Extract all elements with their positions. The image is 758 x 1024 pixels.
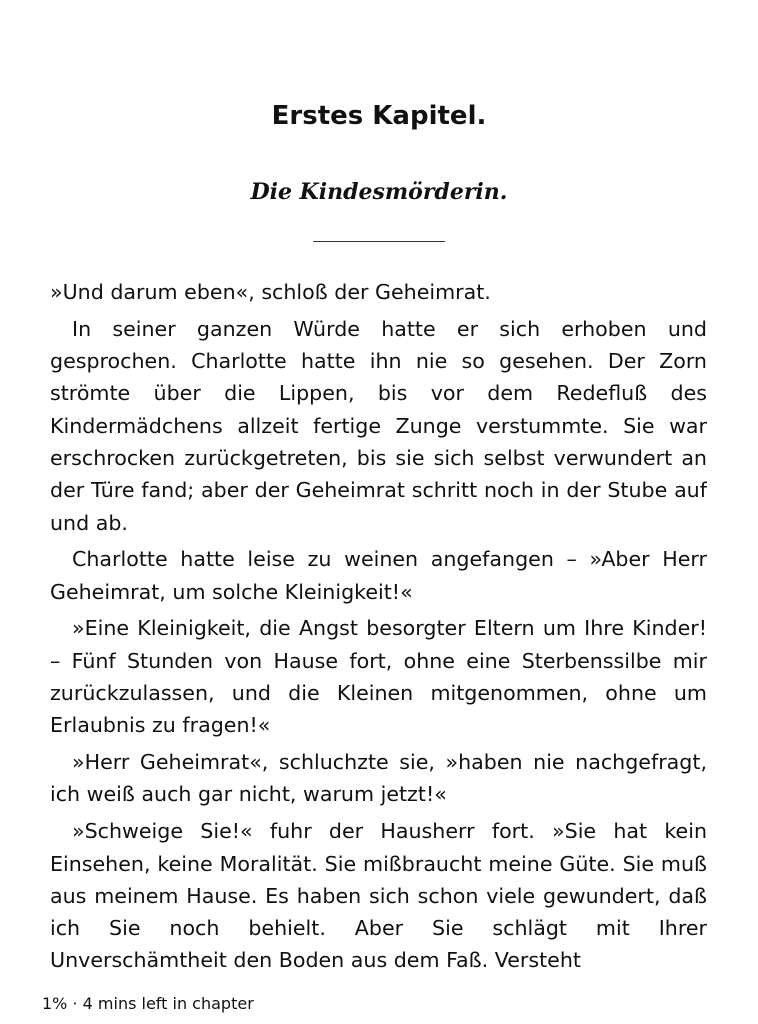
chapter-title: Erstes Kapitel. [271,101,487,131]
reading-progress[interactable]: 1% · 4 mins left in chapter [42,994,254,1013]
chapter-subtitle: Die Kindesmörderin. [250,179,508,205]
section-divider [313,241,445,242]
paragraph: »Und darum eben«, schloß der Geheimrat. [50,280,491,304]
paragraph: Charlotte hatte leise zu weinen angefangen – »Aber Herr Geheimrat, um solche Kleinigkeit!« [50,547,707,604]
paragraph: »Herr Geheimrat«, schluchzte sie, »haben nie nachgefragt, ich weiß auch gar nicht, warum jetzt!« [50,750,707,807]
paragraph: »Schweige Sie!« fuhr der Hausherr fort. »Sie hat kein Einsehen, keine Moralität. Sie mißbraucht meine Güte. Sie muß aus meinem Hause. Es haben sich schon viele gewundert, daß ich Sie noch behielt. Aber Sie schlägt mit Ihrer Unverschämtheit den Boden aus dem Faß. Versteht [50,819,707,973]
reading-area[interactable] [50,276,707,976]
paragraph: »Eine Kleinigkeit, die Angst besorgter Eltern um Ihre Kinder! – Fünf Stunden von Hause fort, ohne eine Sterbenssilbe mir zurückzulassen, und die Kleinen mitgenommen, ohne um Erlaubnis zu fragen!« [50,616,707,738]
paragraph: In seiner ganzen Würde hatte er sich erhoben und gesprochen. Charlotte hatte ihn nie so gesehen. Der Zorn strömte über die Lippen, bis vor dem Redefluß des Kindermädchens allzeit fertige Zunge verstummte. Sie war erschrocken zurückgetreten, bis sie sich selbst verwundert an der Türe fand; aber der Geheimrat schritt noch in der Stube auf und ab. [50,316,707,535]
